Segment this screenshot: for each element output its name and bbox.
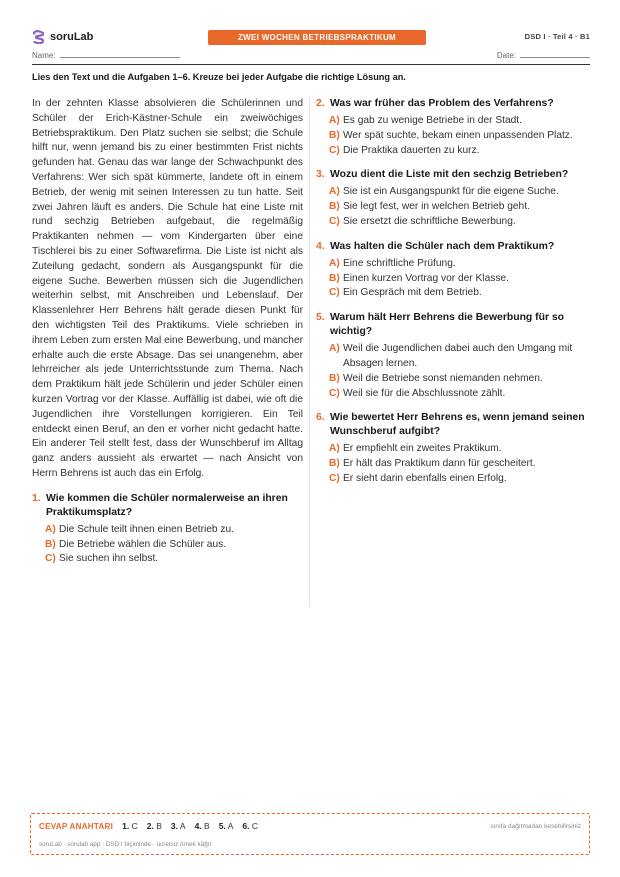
answer-key-item [122, 821, 138, 831]
answer-key-label: CEVAP ANAHTARI [39, 822, 114, 831]
option-c[interactable] [329, 387, 592, 402]
answer-key-box [30, 813, 590, 855]
option-a[interactable] [329, 185, 592, 200]
answer-value: A [227, 821, 234, 831]
date-label: Date: [496, 51, 516, 60]
right-column [316, 97, 592, 487]
option-letter: B) [45, 538, 56, 550]
option-letter: A) [329, 343, 340, 355]
answer-key-item [242, 821, 258, 831]
answer-key-item [195, 821, 210, 831]
name-label: Name: [32, 51, 56, 60]
question-number: 4. [316, 240, 325, 252]
question-text: Wozu dient die Liste mit den sechzig Betrieben? [330, 169, 569, 181]
question-text: Was halten die Schüler nach dem Praktikum? [330, 240, 555, 252]
answer-num: 1. [122, 821, 130, 831]
option-text: Ein Gespräch mit dem Betrieb. [343, 287, 482, 299]
answer-key-item [219, 821, 234, 831]
brand-name: soruLab [50, 31, 94, 43]
answer-num: 5. [218, 821, 226, 831]
answer-num: 4. [194, 821, 202, 831]
option-text: Er hält das Praktikum dann für gescheitert. [343, 458, 536, 470]
question-number: 6. [316, 412, 325, 424]
page-header [32, 28, 590, 64]
option-c[interactable] [45, 552, 303, 567]
answer-value: B [156, 821, 162, 831]
name-field [32, 49, 180, 60]
option-letter: A) [329, 443, 340, 455]
answer-num: 2. [146, 821, 154, 831]
option-text: Sie suchen ihn selbst. [59, 553, 159, 565]
brand [32, 30, 93, 44]
question-2 [316, 97, 592, 158]
question-number: 5. [316, 312, 325, 324]
option-text: Weil die Jugendlichen dabei auch den Umgang mit Absagen lernen. [343, 343, 573, 369]
option-text: Er empfiehlt ein zweites Praktikum. [343, 443, 502, 455]
option-text: Die Praktika dauerten zu kurz. [343, 144, 480, 156]
option-text: Weil die Betriebe sonst niemanden nehmen. [343, 372, 543, 384]
worksheet-title: ZWEI WOCHEN BETRIEBSPRAKTIKUM [208, 30, 426, 45]
option-text: Es gab zu wenige Betriebe in der Stadt. [343, 115, 522, 126]
answer-key [39, 821, 258, 831]
answer-key-item [147, 821, 162, 831]
question-6 [316, 411, 592, 486]
option-text: Eine schriftliche Prüfung. [343, 257, 456, 269]
answer-value: A [179, 821, 186, 831]
option-text: Die Betriebe wählen die Schüler aus. [59, 538, 227, 550]
header-rule [32, 64, 590, 65]
sorulab-logo-icon [32, 30, 45, 44]
option-a[interactable] [329, 442, 592, 457]
option-b[interactable] [329, 372, 592, 387]
option-letter: B) [329, 201, 340, 213]
question-4 [316, 240, 592, 301]
option-b[interactable] [329, 457, 592, 472]
option-text: Sie legt fest, wer in welchen Betrieb geht. [343, 201, 530, 213]
left-column [32, 97, 303, 567]
date-field [497, 49, 590, 60]
question-number: 3. [316, 169, 325, 181]
date-line [520, 49, 590, 58]
answer-value: C [251, 821, 258, 831]
option-text: Wer spät suchte, bekam einen unpassenden Platz. [343, 129, 573, 141]
question-text: Wie bewertet Herr Behrens es, wenn jemand seinen Wunschberuf aufgibt? [330, 412, 585, 438]
question-text: Wie kommen die Schüler normalerweise an ihren Praktikumsplatz? [46, 492, 288, 518]
option-b[interactable] [329, 129, 592, 144]
question-text: Was war früher das Problem des Verfahrens? [330, 98, 554, 109]
option-c[interactable] [329, 472, 592, 487]
footer-meta: soruLab · sorulab app · DSD I biçiminde · ücretsiz örnek kâğıt [39, 841, 212, 848]
answer-value: B [204, 821, 210, 831]
column-divider [309, 97, 310, 607]
option-letter: A) [45, 523, 56, 535]
option-text: Sie ist ein Ausgangspunkt für die eigene Suche. [343, 186, 559, 198]
option-letter: C) [45, 553, 56, 565]
option-a[interactable] [45, 523, 303, 538]
reading-text: In der zehnten Klasse absolvieren die Schülerinnen und Schüler der Erich-Kästner-Schule ein zweiwöchiges Betriebspraktikum. Den Platz suchen sie selbst; die Schule hilft nur, wenn jemand bis zu einer bestimmten Frist nichts gefunden hat. Genau das war lange der Schwachpunkt des Verfahrens: Wer sich spät kümmerte, landete oft in einem Betrieb, der wenig mit seinen Interessen zu tun hatte. Seit zwei Jahren läuft es anders. Die Schule hat eine Liste mit rund sechzig Betrieben aufgebaut, die regelmäßig Praktikanten nehmen — vom Kindergarten über eine Tischlerei bis zu einer Softwarefirma. Die Liste ist nicht als Zuteilung gedacht, sondern als Ausgangspunkt für die eigene Suche. Bewerben müssen sich die Jugendlichen weiterhin selbst, mit Anschreiben und Lebenslauf. Der Klassenlehrer Herr Behrens hält gerade diesen Punkt für den wichtigsten Teil des Praktikums. Viele schrieben in ihrem Leben zum ersten Mal eine Bewerbung, und mancher erhalte auch die erste Absage. Das sei unangenehm, aber lehrreicher als jede Unterrichtsstunde zum Thema. Nach dem Praktikum hält jede Schülerin und jeder Schüler einen kurzen Vortrag vor der Klasse. Auffällig ist dabei, wie oft die Jugendlichen ihre Vorstellungen korrigieren. Ein Teil entdeckt einen Beruf, an den er vorher nicht gedacht hatte. Ein anderer Teil stellt fest, dass der Wunschberuf im Alltag ganz anders aussieht als erwartet — nach Ansicht von Herrn Behrens ist auch das ein Erfolg. [32, 98, 303, 479]
option-b[interactable] [329, 200, 592, 215]
question-text: Warum hält Herr Behrens die Bewerbung für so wichtig? [330, 312, 565, 338]
option-letter: B) [329, 129, 340, 141]
question-3 [316, 168, 592, 229]
option-letter: C) [329, 287, 340, 299]
answer-num: 6. [242, 821, 250, 831]
option-letter: B) [329, 272, 340, 284]
question-1 [32, 492, 303, 567]
option-letter: B) [329, 372, 340, 384]
option-b[interactable] [45, 538, 303, 553]
option-text: Er sieht darin ebenfalls einen Erfolg. [343, 472, 507, 484]
question-number: 1. [32, 492, 41, 504]
instruction: Lies den Text und die Aufgaben 1–6. Kreuze bei jeder Aufgabe die richtige Lösung an. [32, 72, 406, 82]
option-text: Sie ersetzt die schriftliche Bewerbung. [343, 215, 516, 227]
option-b[interactable] [329, 272, 592, 287]
option-c[interactable] [329, 215, 592, 230]
exam-meta: DSD I · Teil 4 · B1 [524, 32, 590, 41]
option-text: Die Schule teilt ihnen einen Betrieb zu. [59, 523, 234, 535]
option-a[interactable] [329, 342, 592, 372]
question-number: 2. [316, 98, 325, 109]
option-a[interactable] [329, 257, 592, 272]
option-text: Einen kurzen Vortrag vor der Klasse. [343, 272, 509, 284]
option-letter: A) [329, 257, 340, 269]
option-text: Weil sie für die Abschlussnote zählt. [343, 387, 506, 399]
option-letter: B) [329, 458, 340, 470]
option-letter: A) [329, 186, 340, 198]
option-letter: C) [329, 387, 340, 399]
option-letter: A) [329, 115, 340, 126]
answer-num: 3. [170, 821, 178, 831]
option-c[interactable] [329, 144, 592, 159]
option-c[interactable] [329, 286, 592, 301]
option-letter: C) [329, 215, 340, 227]
answer-key-item [171, 821, 186, 831]
name-line [60, 49, 180, 58]
cut-note: sınıfa dağıtmadan kesebilirsiniz [490, 823, 581, 830]
option-letter: C) [329, 472, 340, 484]
option-letter: C) [329, 144, 340, 156]
answer-value: C [131, 821, 138, 831]
question-5 [316, 311, 592, 401]
option-a[interactable] [329, 114, 592, 129]
